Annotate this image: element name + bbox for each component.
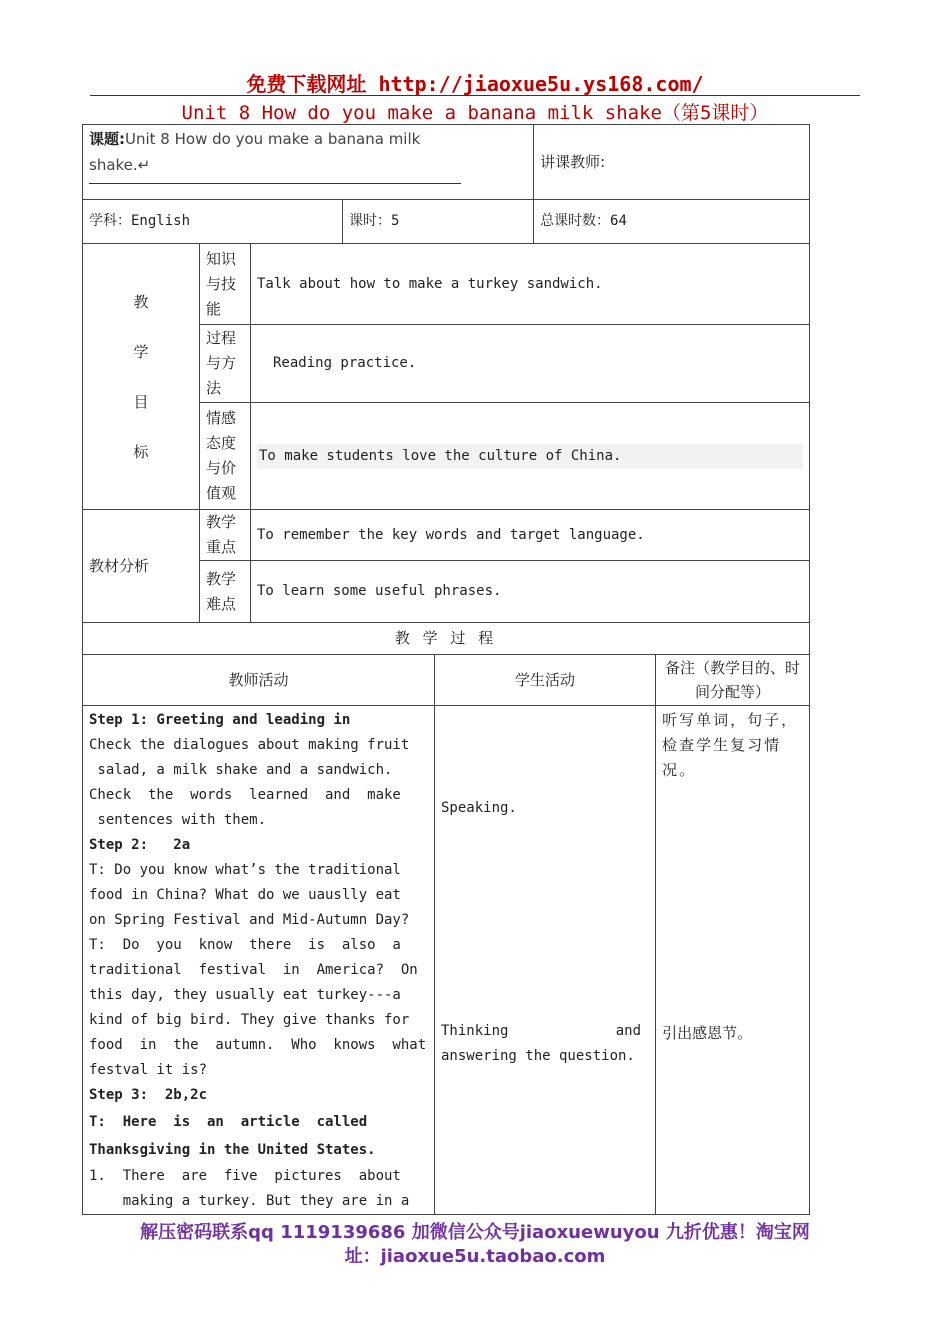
objectives-char: 学: [133, 342, 149, 361]
student-activity: Thinking and answering the question.: [441, 1023, 658, 1064]
teacher-cell: [534, 125, 810, 200]
topic-value: Unit 8 How do you make a banana milk shake.↵: [89, 130, 421, 174]
objective-content: Reading practice.: [251, 325, 810, 403]
teacher-line: this day, they usually eat turkey---a: [89, 987, 401, 1003]
footer-line-1: 解压密码联系qq 1119139686 加微信公众号jiaoxuewuyou 九折优惠！淘宝网: [140, 1222, 810, 1243]
teacher-line: food in the autumn. Who knows what: [89, 1037, 427, 1053]
note-header: 备注（教学目的、时间分配等）: [656, 655, 810, 706]
footer-line-2: 址：jiaoxue5u.taobao.com: [344, 1246, 606, 1267]
lesson-plan-table: [82, 124, 810, 1215]
process-title: 教 学 过 程: [83, 623, 810, 655]
note-text: 引出感恩节。: [662, 1024, 753, 1042]
teacher-line: food in China? What do we uauslly eat: [89, 887, 401, 903]
topic-cell: [83, 125, 534, 200]
total-periods-cell: 总课时数：64: [534, 200, 810, 244]
teacher-line: festval it is?: [89, 1062, 208, 1078]
teacher-line: T: Here is an article called: [89, 1114, 368, 1130]
objectives-char: 标: [133, 442, 149, 461]
step-heading: Step 1: Greeting and leading in: [89, 712, 351, 728]
subject-cell: 学科：English: [83, 200, 343, 244]
topic-label: 课题:: [89, 130, 125, 148]
teacher-line: sentences with them.: [89, 812, 267, 828]
objective-content: To make students love the culture of China.: [257, 444, 803, 469]
objective-category: 情感态度与价值观: [200, 403, 251, 510]
step-heading: Step 3: 2b,2c: [89, 1087, 208, 1103]
teacher-line: kind of big bird. They give thanks for: [89, 1012, 410, 1028]
teacher-line: T: Do you know there is also a: [89, 937, 401, 953]
objectives-char: 教: [133, 292, 149, 311]
teacher-line: T: Do you know what’s the traditional: [89, 862, 401, 878]
step-heading: Step 2: 2a: [89, 837, 191, 853]
teacher-line: traditional festival in America? On: [89, 962, 418, 978]
analysis-category: 教学重点: [200, 510, 251, 561]
teacher-line: Check the words learned and make: [89, 787, 401, 803]
objective-content-cell: [251, 403, 810, 510]
teacher-line: Check the dialogues about making fruit: [89, 737, 410, 753]
teacher-line: salad, a milk shake and a sandwich.: [89, 762, 393, 778]
objectives-side-label: [83, 244, 200, 510]
analysis-content: To remember the key words and target language.: [251, 510, 810, 561]
document-title: Unit 8 How do you make a banana milk shake（第5课时）: [181, 102, 769, 124]
student-activity: Speaking.: [441, 800, 517, 816]
teacher-line: 1. There are five pictures about: [89, 1168, 401, 1184]
header-site-url: 免费下载网址 http://jiaoxue5u.ys168.com/: [246, 72, 704, 96]
teacher-line: Thanksgiving in the United States.: [89, 1142, 376, 1158]
analysis-content: To learn some useful phrases.: [251, 561, 810, 623]
note-cell: [656, 706, 810, 1215]
analysis-side-label: 教材分析: [83, 510, 200, 623]
note-text: 听写单词，句子，检查学生复习情况。: [662, 711, 799, 779]
teacher-activity-header: 教师活动: [83, 655, 435, 706]
header-rule: [90, 95, 860, 96]
objective-content: Talk about how to make a turkey sandwich.: [251, 244, 810, 325]
teacher-line: on Spring Festival and Mid-Autumn Day?: [89, 912, 410, 928]
period-cell: 课时：5: [343, 200, 534, 244]
teacher-label: 讲课教师:: [540, 152, 606, 171]
teacher-line: making a turkey. But they are in a: [89, 1193, 410, 1209]
student-activity-cell: [435, 706, 656, 1215]
objective-category: 知识与技能: [200, 244, 251, 325]
analysis-category: 教学难点: [200, 561, 251, 623]
objectives-char: 目: [133, 392, 149, 411]
teacher-activity-cell: [83, 706, 435, 1215]
objective-category: 过程与方法: [200, 325, 251, 403]
student-activity-header: 学生活动: [435, 655, 656, 706]
